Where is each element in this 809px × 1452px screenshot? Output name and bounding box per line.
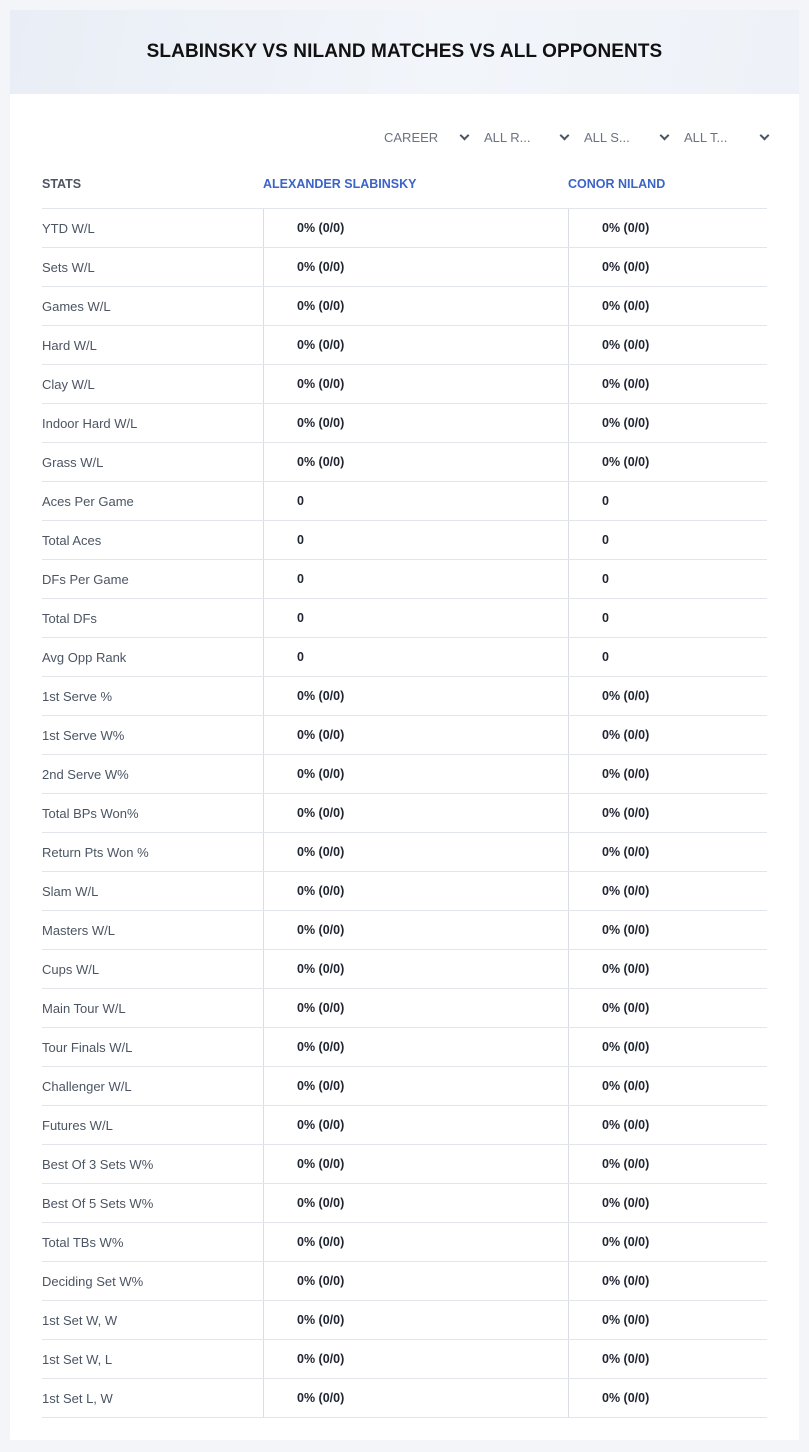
table-row (42, 560, 767, 599)
table-row (42, 443, 767, 482)
player1-value: 0 (263, 521, 568, 559)
stats-column-header: STATS (42, 177, 82, 191)
table-row (42, 1184, 767, 1223)
table-row (42, 1028, 767, 1067)
player2-value: 0% (0/0) (568, 1301, 767, 1339)
player1-value: 0% (0/0) (263, 365, 568, 403)
stat-label: Main Tour W/L (42, 1000, 126, 1016)
stat-label: 1st Set W, L (42, 1351, 113, 1367)
stat-label: Total DFs (42, 610, 97, 626)
stat-label: DFs Per Game (42, 571, 129, 587)
table-row (42, 716, 767, 755)
player2-value: 0% (0/0) (568, 287, 767, 325)
stat-label: Best Of 5 Sets W% (42, 1195, 154, 1211)
player1-value: 0% (0/0) (263, 287, 568, 325)
table-row (42, 404, 767, 443)
table-row (42, 638, 767, 677)
player2-value: 0% (0/0) (568, 872, 767, 910)
stat-label: Tour Finals W/L (42, 1039, 133, 1055)
player1-value: 0% (0/0) (263, 209, 568, 247)
player2-value: 0% (0/0) (568, 1262, 767, 1300)
player2-value: 0% (0/0) (568, 794, 767, 832)
stat-label: Masters W/L (42, 922, 115, 938)
player2-value: 0 (568, 521, 767, 559)
stat-label: Total Aces (42, 532, 102, 548)
player1-value: 0% (0/0) (263, 248, 568, 286)
player2-value: 0% (0/0) (568, 1106, 767, 1144)
player2-value: 0 (568, 638, 767, 676)
table-row (42, 755, 767, 794)
player2-value: 0% (0/0) (568, 1340, 767, 1378)
chevron-down-icon (660, 130, 670, 140)
table-row (42, 833, 767, 872)
player1-value: 0% (0/0) (263, 794, 568, 832)
player1-link[interactable]: ALEXANDER SLABINSKY (263, 177, 417, 191)
player2-value: 0% (0/0) (568, 833, 767, 871)
period-select-value: CAREER (384, 129, 439, 145)
round-select-value: ALL R... (484, 129, 531, 145)
player1-value: 0% (0/0) (263, 755, 568, 793)
stats-card (10, 10, 799, 1440)
table-body (42, 209, 767, 1418)
player2-value: 0% (0/0) (568, 365, 767, 403)
player2-value: 0% (0/0) (568, 404, 767, 442)
table-row (42, 326, 767, 365)
stat-label: 1st Serve W% (42, 727, 125, 743)
stat-label: Best Of 3 Sets W% (42, 1156, 154, 1172)
player1-value: 0% (0/0) (263, 1340, 568, 1378)
player2-value: 0% (0/0) (568, 1145, 767, 1183)
table-row (42, 1301, 767, 1340)
stat-label: Total TBs W% (42, 1234, 124, 1250)
player2-value: 0% (0/0) (568, 248, 767, 286)
table-row (42, 911, 767, 950)
player1-value: 0% (0/0) (263, 326, 568, 364)
player2-value: 0 (568, 560, 767, 598)
player1-value: 0% (0/0) (263, 1184, 568, 1222)
stat-label: 1st Set L, W (42, 1390, 113, 1406)
table-row (42, 950, 767, 989)
stat-label: 2nd Serve W% (42, 766, 129, 782)
stat-label: Futures W/L (42, 1117, 113, 1133)
table-row (42, 1106, 767, 1145)
player2-value: 0% (0/0) (568, 716, 767, 754)
table-row (42, 794, 767, 833)
player1-value: 0% (0/0) (263, 677, 568, 715)
stat-label: YTD W/L (42, 220, 95, 236)
player2-value: 0% (0/0) (568, 209, 767, 247)
stat-label: Cups W/L (42, 961, 100, 977)
player2-value: 0% (0/0) (568, 989, 767, 1027)
table-row (42, 365, 767, 404)
player1-value: 0% (0/0) (263, 1223, 568, 1261)
table-header (42, 160, 767, 209)
stat-label: Challenger W/L (42, 1078, 132, 1094)
player1-value: 0% (0/0) (263, 443, 568, 481)
player1-value: 0% (0/0) (263, 1028, 568, 1066)
tournament-select[interactable] (682, 126, 782, 148)
table-row (42, 1145, 767, 1184)
player2-value: 0% (0/0) (568, 911, 767, 949)
stat-label: Return Pts Won % (42, 844, 149, 860)
stat-label: Deciding Set W% (42, 1273, 144, 1289)
page-title: SLABINSKY VS NILAND MATCHES VS ALL OPPONENTS (146, 41, 663, 62)
player1-value: 0% (0/0) (263, 716, 568, 754)
player1-value: 0 (263, 599, 568, 637)
chevron-down-icon (560, 130, 570, 140)
player2-value: 0% (0/0) (568, 326, 767, 364)
table-row (42, 1262, 767, 1301)
player2-value: 0% (0/0) (568, 755, 767, 793)
player1-value: 0% (0/0) (263, 404, 568, 442)
table-row (42, 209, 767, 248)
player2-link[interactable]: CONOR NILAND (568, 177, 666, 191)
player2-value: 0 (568, 482, 767, 520)
surface-select[interactable] (582, 126, 682, 148)
table-row (42, 677, 767, 716)
round-select[interactable] (482, 126, 582, 148)
card-header (10, 10, 799, 94)
player1-value: 0% (0/0) (263, 1301, 568, 1339)
player2-value: 0 (568, 599, 767, 637)
player1-value: 0 (263, 560, 568, 598)
player2-value: 0% (0/0) (568, 1028, 767, 1066)
player1-value: 0% (0/0) (263, 950, 568, 988)
stat-label: Slam W/L (42, 883, 99, 899)
table-row (42, 1067, 767, 1106)
player1-value: 0% (0/0) (263, 911, 568, 949)
surface-select-value: ALL S... (584, 129, 630, 145)
chevron-down-icon (460, 130, 470, 140)
stat-label: Avg Opp Rank (42, 649, 127, 665)
player2-value: 0% (0/0) (568, 677, 767, 715)
period-select[interactable] (382, 126, 482, 148)
player1-value: 0% (0/0) (263, 1145, 568, 1183)
stat-label: Sets W/L (42, 259, 95, 275)
player2-value: 0% (0/0) (568, 1379, 767, 1417)
table-row (42, 521, 767, 560)
player2-value: 0% (0/0) (568, 1223, 767, 1261)
filter-bar (382, 126, 782, 148)
stat-label: Hard W/L (42, 337, 97, 353)
player2-value: 0% (0/0) (568, 443, 767, 481)
player1-value: 0 (263, 482, 568, 520)
table-row (42, 989, 767, 1028)
table-row (42, 872, 767, 911)
table-row (42, 599, 767, 638)
stat-label: Aces Per Game (42, 493, 134, 509)
player2-value: 0% (0/0) (568, 1184, 767, 1222)
table-row (42, 1223, 767, 1262)
player2-value: 0% (0/0) (568, 1067, 767, 1105)
table-row (42, 287, 767, 326)
tournament-select-value: ALL T... (684, 129, 728, 145)
player2-value: 0% (0/0) (568, 950, 767, 988)
stat-label: 1st Serve % (42, 688, 113, 704)
stats-table (42, 160, 767, 1418)
player1-value: 0% (0/0) (263, 1067, 568, 1105)
player1-value: 0 (263, 638, 568, 676)
stat-label: Indoor Hard W/L (42, 415, 138, 431)
table-row (42, 248, 767, 287)
player1-value: 0% (0/0) (263, 833, 568, 871)
stat-label: Total BPs Won% (42, 805, 139, 821)
player1-value: 0% (0/0) (263, 989, 568, 1027)
player1-value: 0% (0/0) (263, 1262, 568, 1300)
stat-label: Games W/L (42, 298, 111, 314)
stat-label: 1st Set W, W (42, 1312, 118, 1328)
player1-value: 0% (0/0) (263, 1106, 568, 1144)
table-row (42, 482, 767, 521)
table-row (42, 1340, 767, 1379)
stat-label: Grass W/L (42, 454, 104, 470)
player1-value: 0% (0/0) (263, 872, 568, 910)
table-row (42, 1379, 767, 1418)
chevron-down-icon (760, 130, 770, 140)
player1-value: 0% (0/0) (263, 1379, 568, 1417)
stat-label: Clay W/L (42, 376, 95, 392)
